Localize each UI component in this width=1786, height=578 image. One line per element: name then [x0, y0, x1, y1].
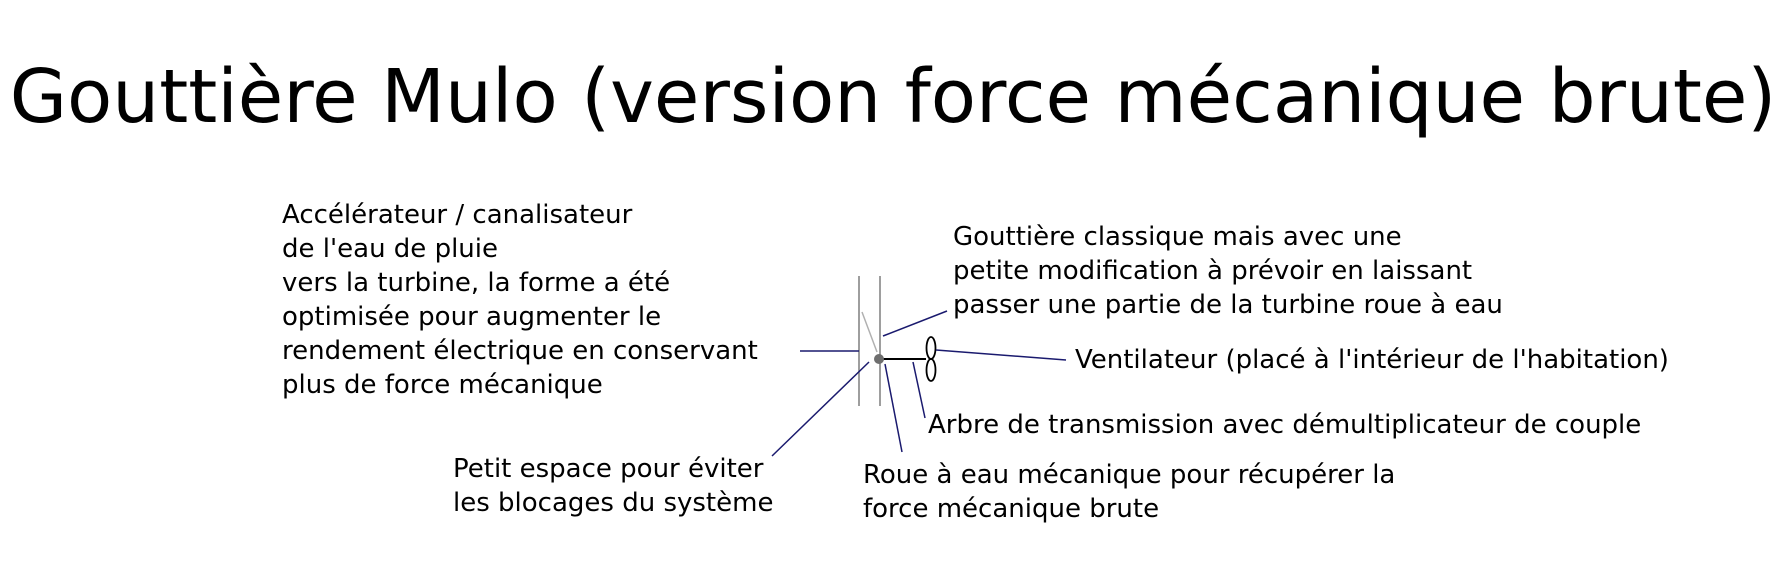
label-gutter-line: passer une partie de la turbine roue à eau [953, 290, 1503, 320]
leader-gap [772, 362, 869, 456]
label-accelerator-line: Accélérateur / canalisateur [282, 200, 633, 230]
label-accelerator-line: plus de force mécanique [282, 370, 603, 400]
leader-wheel [885, 364, 902, 452]
label-wheel-line: force mécanique brute [863, 494, 1160, 524]
water-wheel [874, 354, 884, 364]
label-accelerator-line: vers la turbine, la forme a été [282, 268, 671, 298]
label-gap [453, 452, 773, 520]
leader-shaft [913, 362, 925, 418]
label-gutter-line: petite modification à prévoir en laissant [953, 256, 1473, 286]
label-fan: Ventilateur (placé à l'intérieur de l'habitation) [1075, 345, 1669, 375]
label-shaft: Arbre de transmission avec démultiplicateur de couple [928, 410, 1642, 440]
label-gutter [953, 220, 1503, 322]
label-wheel [863, 458, 1395, 526]
label-gutter-line: Gouttière classique mais avec une [953, 222, 1402, 252]
label-wheel-line: Roue à eau mécanique pour récupérer la [863, 460, 1396, 490]
label-gap-line: les blocages du système [453, 488, 774, 518]
fan-blade-top [927, 337, 936, 359]
label-accelerator-line: de l'eau de pluie [282, 234, 498, 264]
accelerator-channel [862, 312, 877, 352]
leader-gutter [883, 311, 947, 336]
label-accelerator-line: optimisée pour augmenter le [282, 302, 662, 332]
label-gap-line: Petit espace pour éviter [453, 454, 764, 484]
label-accelerator [282, 198, 758, 402]
leader-fan [936, 350, 1066, 360]
diagram-title: Gouttière Mulo (version force mécanique brute) [9, 54, 1777, 140]
fan-blade-bottom [927, 359, 936, 381]
label-accelerator-line: rendement électrique en conservant [282, 336, 758, 366]
